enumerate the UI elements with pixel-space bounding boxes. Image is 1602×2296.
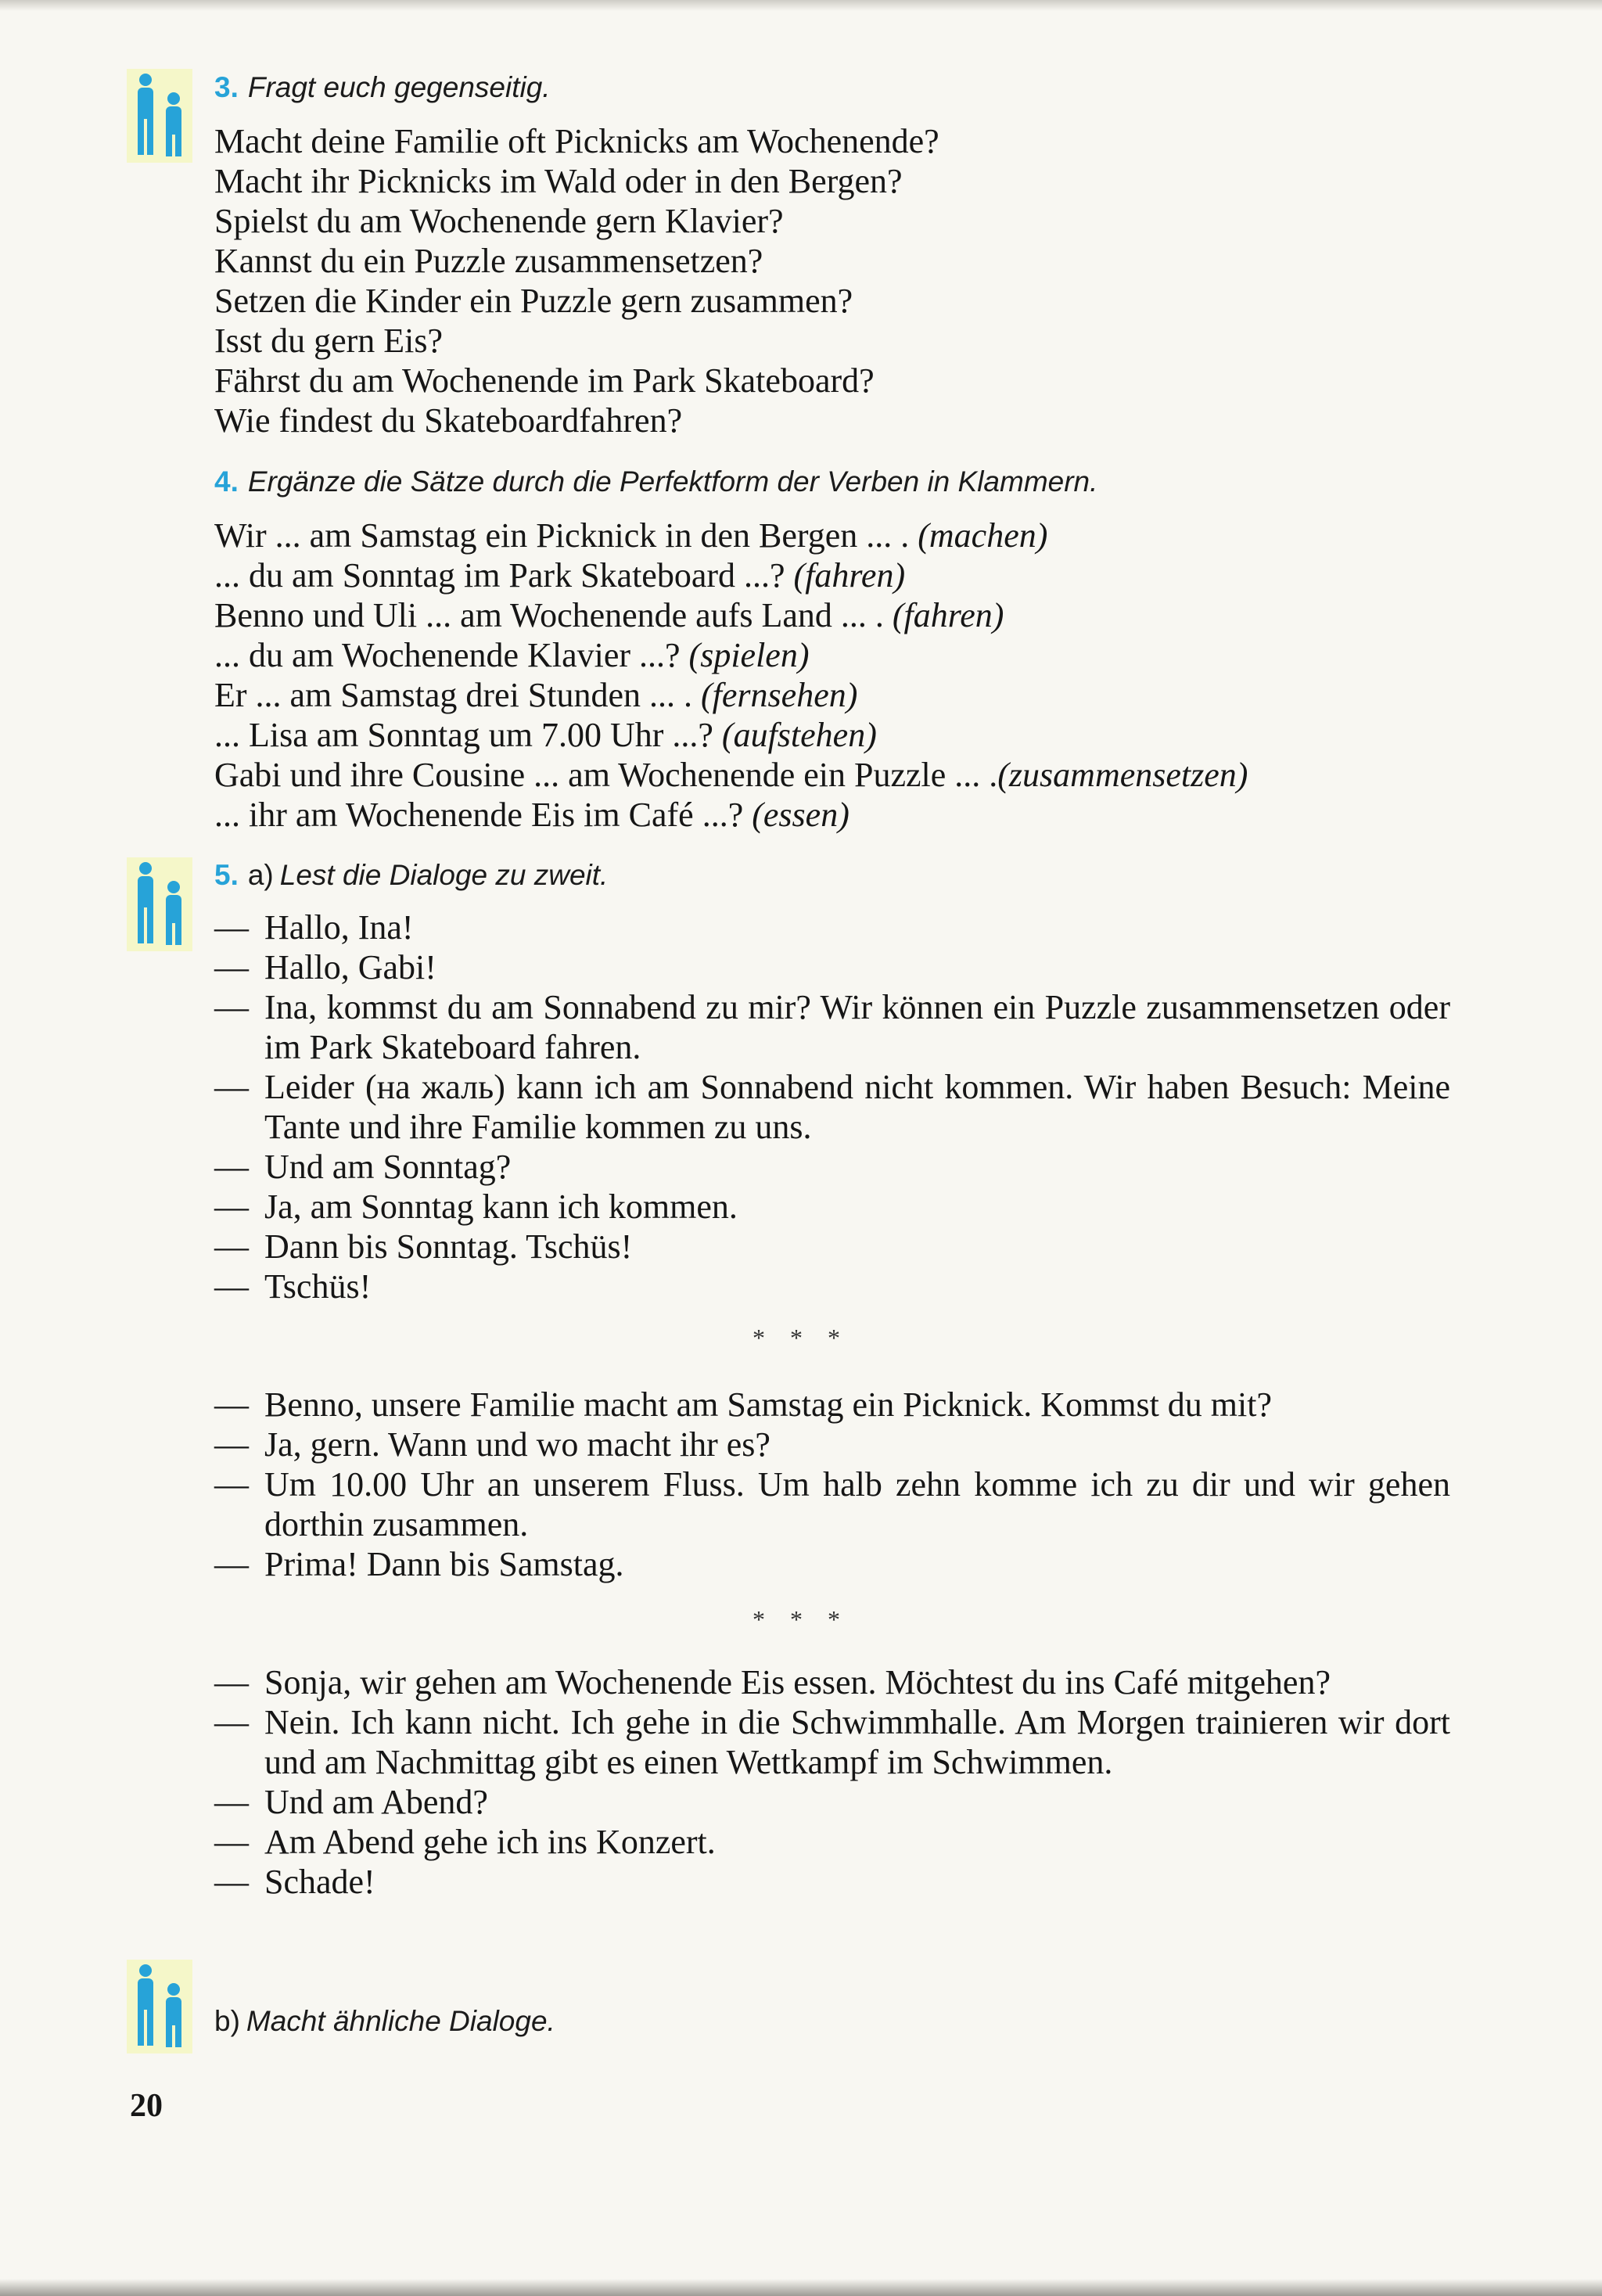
pair-work-icon <box>127 1960 192 2053</box>
dialog-dash: — <box>214 1823 249 1861</box>
sentence-text: ... du am Wochenende Klavier ...? <box>214 636 689 674</box>
separator: * * * <box>753 1324 849 1352</box>
exercise-4-sentences <box>214 516 1248 835</box>
sentence-text: ... Lisa am Sonntag um 7.00 Uhr ...? <box>214 716 722 754</box>
dialog-text: Schade! <box>264 1863 375 1901</box>
sentence-text: Gabi und ihre Cousine ... am Wochenende ein Puzzle ... . <box>214 756 998 794</box>
exercise-number: 4. <box>214 465 239 498</box>
exercise-instruction: Lest die Dialoge zu zweit. <box>279 859 609 891</box>
sentence-line <box>214 555 1248 595</box>
dialog-line <box>214 1227 1450 1267</box>
sentence-line <box>214 595 1248 635</box>
question-line: Macht deine Familie oft Picknicks am Wochenende? <box>214 122 939 160</box>
dialog-dash: — <box>214 1227 249 1266</box>
question-line: Macht ihr Picknicks im Wald oder in den Bergen? <box>214 162 903 200</box>
sentence-text: Wir ... am Samstag ein Picknick in den Bergen ... . <box>214 516 918 555</box>
exercise-number: 5. <box>214 859 239 891</box>
part-label: a) <box>247 859 274 891</box>
sentence-text: Benno und Uli ... am Wochenende aufs Land ... . <box>214 596 893 634</box>
pair-work-icon <box>127 857 192 951</box>
question-line: Spielst du am Wochenende gern Klavier? <box>214 202 784 240</box>
dialog-text: Hallo, Gabi! <box>264 948 436 986</box>
dialog-line <box>214 1425 1450 1464</box>
dialog-line <box>214 1782 1450 1822</box>
dialog-dash: — <box>214 1188 249 1226</box>
dialog-dash: — <box>214 1267 249 1306</box>
exercise-number: 3. <box>214 71 239 103</box>
verb-hint: (essen) <box>752 796 849 834</box>
dialog-line <box>214 1385 1450 1425</box>
exercise-5b-heading <box>214 2004 555 2039</box>
sentence-line <box>214 516 1248 555</box>
dialog-line <box>214 1702 1450 1782</box>
page-edge-top <box>0 0 1602 11</box>
verb-hint: (fernsehen) <box>701 676 858 714</box>
sentence-text: ... du am Sonntag im Park Skateboard ...? <box>214 556 794 595</box>
dialog-line <box>214 947 1450 987</box>
dialog-line <box>214 1662 1450 1702</box>
verb-hint: (spielen) <box>688 636 810 674</box>
dialog-text: Und am Sonntag? <box>264 1148 512 1186</box>
dialog-1 <box>214 907 1450 1306</box>
sentence-line <box>214 675 1248 715</box>
sentence-text: Er ... am Samstag drei Stunden ... . <box>214 676 702 714</box>
dialog-line <box>214 1464 1450 1544</box>
dialog-3 <box>214 1662 1450 1902</box>
question-line: Fährst du am Wochenende im Park Skateboard? <box>214 361 875 400</box>
exercise-3-heading <box>214 70 551 105</box>
dialog-line <box>214 1187 1450 1227</box>
dialog-text: Nein. Ich kann nicht. Ich gehe in die Schwimmhalle. Am Morgen trainieren wir dort und am Nachmittag gibt es einen Wettkampf im Schwimmen. <box>264 1703 1450 1781</box>
exercise-instruction: Macht ähnliche Dialoge. <box>246 2005 555 2037</box>
dialog-dash: — <box>214 1148 249 1186</box>
question-line: Wie findest du Skateboardfahren? <box>214 401 683 440</box>
dialog-dash: — <box>214 1783 249 1821</box>
dialog-line <box>214 1147 1450 1187</box>
dialog-text: Tschüs! <box>264 1267 372 1306</box>
question-line: Setzen die Kinder ein Puzzle gern zusammen? <box>214 282 853 320</box>
sentence-line <box>214 635 1248 675</box>
dialog-text: Leider (на жаль) kann ich am Sonnabend nicht kommen. Wir haben Besuch: Meine Tante und ihre Familie kommen zu uns. <box>264 1068 1450 1146</box>
dialog-dash: — <box>214 1465 249 1504</box>
separator: * * * <box>753 1605 849 1633</box>
dialog-line <box>214 1267 1450 1306</box>
dialog-dash: — <box>214 948 249 986</box>
dialog-line <box>214 1067 1450 1147</box>
verb-hint: (fahren) <box>793 556 906 595</box>
dialog-line <box>214 1544 1450 1584</box>
verb-hint: (fahren) <box>892 596 1004 634</box>
dialog-dash: — <box>214 1425 249 1464</box>
dialog-text: Ja, am Sonntag kann ich kommen. <box>264 1188 738 1226</box>
dialog-line <box>214 907 1450 947</box>
dialog-text: Ina, kommst du am Sonnabend zu mir? Wir können ein Puzzle zusammensetzen oder im Park Skateboard fahren. <box>264 988 1450 1066</box>
dialog-text: Und am Abend? <box>264 1783 488 1821</box>
dialog-dash: — <box>214 908 249 947</box>
exercise-instruction: Ergänze die Sätze durch die Perfektform der Verben in Klammern. <box>247 465 1098 498</box>
exercise-5a-heading <box>214 858 608 893</box>
dialog-text: Dann bis Sonntag. Tschüs! <box>264 1227 633 1266</box>
question-line: Kannst du ein Puzzle zusammensetzen? <box>214 242 763 280</box>
verb-hint: (zusammensetzen) <box>997 756 1248 794</box>
dialog-text: Benno, unsere Familie macht am Samstag ein Picknick. Kommst du mit? <box>264 1385 1273 1424</box>
verb-hint: (aufstehen) <box>721 716 877 754</box>
dialog-line <box>214 987 1450 1067</box>
exercise-3-questions <box>214 121 939 440</box>
pair-work-icon <box>127 69 192 163</box>
dialog-dash: — <box>214 1663 249 1701</box>
question-line: Isst du gern Eis? <box>214 322 444 360</box>
sentence-text: ... ihr am Wochenende Eis im Café ...? <box>214 796 753 834</box>
sentence-line <box>214 795 1248 835</box>
page-number: 20 <box>130 2088 163 2124</box>
dialog-dash: — <box>214 1068 249 1106</box>
dialog-dash: — <box>214 1545 249 1583</box>
page-edge-bottom <box>0 2279 1602 2296</box>
dialog-text: Hallo, Ina! <box>264 908 414 947</box>
dialog-line <box>214 1822 1450 1862</box>
dialog-dash: — <box>214 1863 249 1901</box>
dialog-dash: — <box>214 1385 249 1424</box>
dialog-text: Ja, gern. Wann und wo macht ihr es? <box>264 1425 770 1464</box>
sentence-line <box>214 755 1248 795</box>
dialog-dash: — <box>214 1703 249 1741</box>
exercise-4-heading <box>214 465 1097 499</box>
dialog-line <box>214 1862 1450 1902</box>
dialog-text: Sonja, wir gehen am Wochenende Eis essen. Möchtest du ins Café mitgehen? <box>264 1663 1331 1701</box>
verb-hint: (machen) <box>918 516 1048 555</box>
exercise-instruction: Fragt euch gegenseitig. <box>247 71 551 103</box>
dialog-text: Prima! Dann bis Samstag. <box>264 1545 624 1583</box>
dialog-text: Am Abend gehe ich ins Konzert. <box>264 1823 716 1861</box>
dialog-2 <box>214 1385 1450 1584</box>
sentence-line <box>214 715 1248 755</box>
part-label: b) <box>214 2005 240 2037</box>
dialog-text: Um 10.00 Uhr an unserem Fluss. Um halb zehn komme ich zu dir und wir gehen dorthin zusammen. <box>264 1465 1450 1543</box>
dialog-dash: — <box>214 988 249 1026</box>
